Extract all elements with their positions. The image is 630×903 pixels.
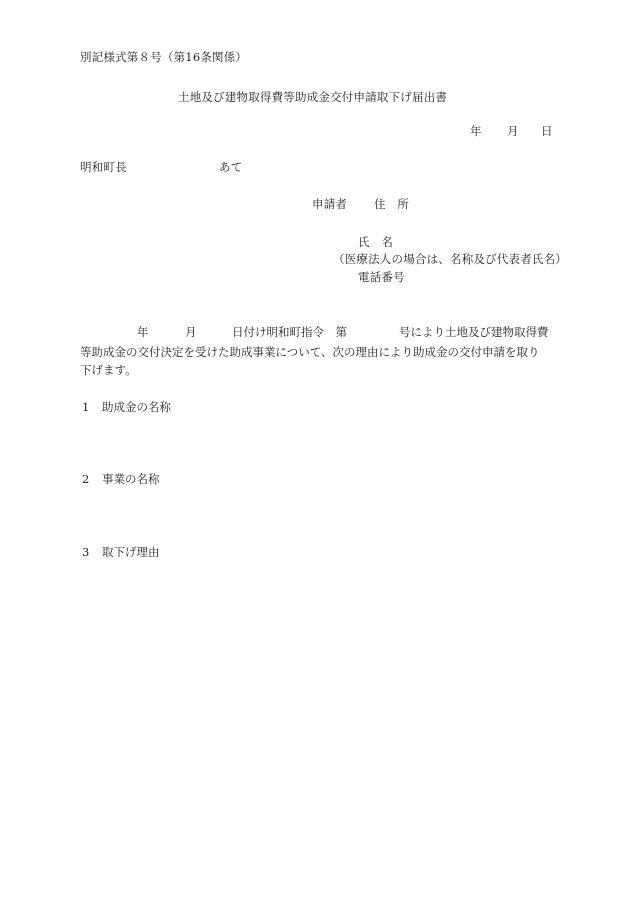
addressee-name: 明和町長 [80,160,127,174]
applicant-phone-label: 電話番号 [358,270,405,284]
item-number: 2 [82,472,90,486]
applicant-label: 申請者 [312,197,348,211]
item-label-withdrawal-reason: 取下げ理由 [102,545,160,559]
applicant-name-note: （医療法人の場合は、名称及び代表者氏名） [333,252,567,266]
item-label-project-name: 事業の名称 [102,472,160,486]
applicant-name-label: 氏 名 [358,235,394,249]
date-month: 月 [507,124,519,138]
date-year: 年 [470,124,482,138]
body-month: 月 [185,325,197,339]
body-day-directive: 日付け明和町指令 第 [232,325,347,339]
body-line3: 下げます。 [80,363,137,377]
addressee-suffix: あて [219,160,243,174]
date-day: 日 [541,124,553,138]
body-line1-rest: 号により土地及び建物取得費 [399,325,549,339]
document-title: 土地及び建物取得費等助成金交付申請取下げ届出書 [178,90,448,104]
form-number: 別記様式第８号（第16条関係） [80,50,248,64]
item-number: 1 [82,400,90,414]
item-label-grant-name: 助成金の名称 [102,400,171,414]
body-year: 年 [137,325,149,339]
item-number: 3 [82,545,90,559]
applicant-address-label: 住 所 [374,197,410,211]
body-line2: 等助成金の交付決定を受けた助成事業について、次の理由により助成金の交付申請を取り [80,345,540,359]
